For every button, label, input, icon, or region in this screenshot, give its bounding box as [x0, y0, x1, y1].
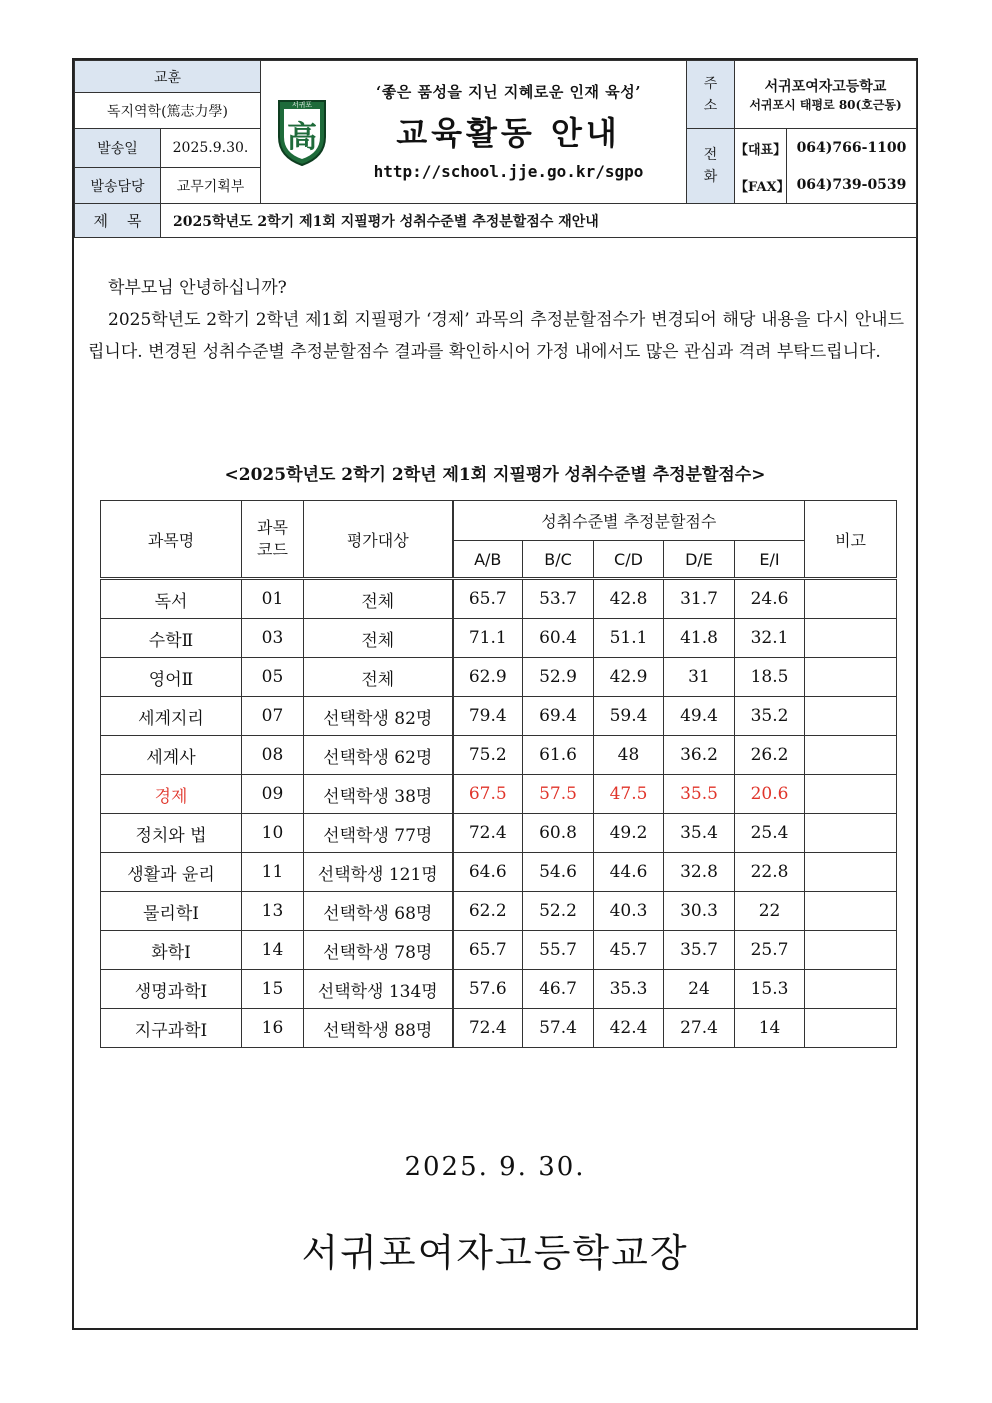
phone-main-label: 【대표】 [735, 129, 787, 168]
note-cell [805, 1009, 897, 1048]
table-row [101, 931, 897, 970]
note-cell [805, 697, 897, 736]
target-cell: 전체 [304, 658, 453, 697]
code-cell: 14 [242, 931, 304, 970]
code-cell: 01 [242, 579, 304, 619]
table-row [101, 697, 897, 736]
address-block [735, 61, 917, 129]
code-cell: 08 [242, 736, 304, 775]
score-cell: 65.7 [453, 579, 523, 619]
code-cell: 11 [242, 853, 304, 892]
col-code-header: 과목 코드 [242, 501, 304, 579]
subject-cell: 영어Ⅱ [101, 658, 242, 697]
score-cell: 53.7 [523, 579, 594, 619]
fax: 064)739-0539 [787, 168, 917, 204]
score-cell: 35.3 [594, 970, 664, 1009]
score-cell: 42.4 [594, 1009, 664, 1048]
code-cell: 10 [242, 814, 304, 853]
subject-cell: 독서 [101, 579, 242, 619]
col-group-header: 성취수준별 추정분할점수 [453, 501, 805, 541]
col-subject-header: 과목명 [101, 501, 242, 579]
address-label: 주 소 [687, 61, 735, 129]
page-title: 교육활동 안내 [396, 114, 621, 152]
score-cell: 36.2 [664, 736, 735, 775]
score-cell: 51.1 [594, 619, 664, 658]
score-cell: 45.7 [594, 931, 664, 970]
score-cell: 40.3 [594, 892, 664, 931]
dept-label: 발송담당 [75, 168, 161, 204]
subject-value: 2025학년도 2학기 제1회 지필평가 성취수준별 추정분할점수 재안내 [161, 204, 917, 238]
subject-cell: 정치와 법 [101, 814, 242, 853]
body-paragraph: 2025학년도 2학기 2학년 제1회 지필평가 ‘경제’ 과목의 추정분할점수가 변경되어 해당 내용을 다시 안내드립니다. 변경된 성취수준별 추정분할점수 결과를 확인하시어 가정 내에서도 많은 관심과 격려 부탁드립니다. [88, 310, 904, 362]
note-cell [805, 579, 897, 619]
score-cell: 62.2 [453, 892, 523, 931]
send-date-value: 2025.9.30. [161, 129, 261, 168]
note-cell [805, 814, 897, 853]
score-cell: 46.7 [523, 970, 594, 1009]
col-target-header: 평가대상 [304, 501, 453, 579]
score-cell: 47.5 [594, 775, 664, 814]
score-cell: 60.4 [523, 619, 594, 658]
score-cell: 52.9 [523, 658, 594, 697]
score-cell: 55.7 [523, 931, 594, 970]
table-row [101, 736, 897, 775]
score-cell: 24.6 [735, 579, 805, 619]
code-cell: 13 [242, 892, 304, 931]
note-cell [805, 775, 897, 814]
school-logo-icon [275, 97, 329, 167]
target-cell: 선택학생 82명 [304, 697, 453, 736]
subject-cell: 세계사 [101, 736, 242, 775]
score-cell: 25.7 [735, 931, 805, 970]
subject-cell: 생활과 윤리 [101, 853, 242, 892]
table-row [101, 814, 897, 853]
score-cell: 57.4 [523, 1009, 594, 1048]
score-cell: 44.6 [594, 853, 664, 892]
note-cell [805, 658, 897, 697]
score-cell: 26.2 [735, 736, 805, 775]
score-cell: 35.7 [664, 931, 735, 970]
score-cell: 24 [664, 970, 735, 1009]
score-cell: 20.6 [735, 775, 805, 814]
score-cell: 57.6 [453, 970, 523, 1009]
grade-col-header: B/C [523, 541, 594, 579]
table-row [101, 853, 897, 892]
code-cell: 15 [242, 970, 304, 1009]
issue-date: 2025. 9. 30. [404, 1152, 586, 1182]
school-name: 서귀포여자고등학교 [764, 79, 887, 95]
code-cell: 07 [242, 697, 304, 736]
table-row [101, 970, 897, 1009]
score-cell: 31.7 [664, 579, 735, 619]
motto-label: 교훈 [75, 61, 261, 93]
note-cell [805, 970, 897, 1009]
score-cell: 41.8 [664, 619, 735, 658]
letter-body [88, 272, 904, 368]
code-cell: 03 [242, 619, 304, 658]
subject-cell: 지구과학Ⅰ [101, 1009, 242, 1048]
target-cell: 선택학생 78명 [304, 931, 453, 970]
code-cell: 09 [242, 775, 304, 814]
letterhead [74, 60, 917, 238]
score-cell: 27.4 [664, 1009, 735, 1048]
note-cell [805, 736, 897, 775]
score-cell: 59.4 [594, 697, 664, 736]
table-row [101, 658, 897, 697]
motto-value: 독지역학(篤志力學) [75, 93, 261, 129]
score-cell: 64.6 [453, 853, 523, 892]
target-cell: 선택학생 134명 [304, 970, 453, 1009]
subject-cell: 수학Ⅱ [101, 619, 242, 658]
target-cell: 선택학생 121명 [304, 853, 453, 892]
subject-cell: 물리학Ⅰ [101, 892, 242, 931]
score-cell: 31 [664, 658, 735, 697]
score-cell: 22.8 [735, 853, 805, 892]
score-cell: 72.4 [453, 1009, 523, 1048]
school-url[interactable]: http://school.jje.go.kr/sgpo [373, 162, 644, 181]
score-cell: 22 [735, 892, 805, 931]
logo-top-text: 서귀포 [291, 101, 313, 109]
score-cell: 15.3 [735, 970, 805, 1009]
score-cell: 35.2 [735, 697, 805, 736]
greeting: 학부모님 안녕하십니까? [108, 278, 287, 298]
grade-cutoff-table [100, 500, 897, 1048]
table-row [101, 619, 897, 658]
principal-signature: 서귀포여자고등학교장 [301, 1231, 689, 1275]
score-cell: 14 [735, 1009, 805, 1048]
dept-value: 교무기획부 [161, 168, 261, 204]
target-cell: 선택학생 68명 [304, 892, 453, 931]
code-cell: 16 [242, 1009, 304, 1048]
phone-main: 064)766-1100 [787, 129, 917, 168]
score-cell: 65.7 [453, 931, 523, 970]
table-row [101, 579, 897, 619]
score-cell: 42.8 [594, 579, 664, 619]
grade-col-header: A/B [453, 541, 523, 579]
subject-cell: 세계지리 [101, 697, 242, 736]
note-cell [805, 931, 897, 970]
subject-label: 제 목 [75, 204, 161, 238]
score-cell: 69.4 [523, 697, 594, 736]
score-cell: 54.6 [523, 853, 594, 892]
score-cell: 57.5 [523, 775, 594, 814]
score-cell: 62.9 [453, 658, 523, 697]
table-row [101, 775, 897, 814]
grade-col-header: E/I [735, 541, 805, 579]
target-cell: 선택학생 38명 [304, 775, 453, 814]
table-row [101, 1009, 897, 1048]
grade-col-header: C/D [594, 541, 664, 579]
score-cell: 30.3 [664, 892, 735, 931]
send-date-label: 발송일 [75, 129, 161, 168]
document-frame [72, 58, 918, 1330]
subject-cell: 경제 [101, 775, 242, 814]
note-cell [805, 892, 897, 931]
title-block [261, 61, 687, 204]
score-cell: 35.4 [664, 814, 735, 853]
note-cell [805, 619, 897, 658]
subject-cell: 화학Ⅰ [101, 931, 242, 970]
logo-char: 高 [287, 120, 317, 155]
score-cell: 48 [594, 736, 664, 775]
fax-label: 【FAX】 [735, 168, 787, 204]
score-cell: 79.4 [453, 697, 523, 736]
target-cell: 선택학생 62명 [304, 736, 453, 775]
target-cell: 전체 [304, 619, 453, 658]
code-cell: 05 [242, 658, 304, 697]
score-cell: 32.1 [735, 619, 805, 658]
score-cell: 67.5 [453, 775, 523, 814]
subject-cell: 생명과학Ⅰ [101, 970, 242, 1009]
score-cell: 72.4 [453, 814, 523, 853]
score-cell: 49.4 [664, 697, 735, 736]
grade-col-header: D/E [664, 541, 735, 579]
score-cell: 71.1 [453, 619, 523, 658]
score-cell: 49.2 [594, 814, 664, 853]
table-caption: <2025학년도 2학기 2학년 제1회 지필평가 성취수준별 추정분할점수> [224, 465, 766, 485]
score-cell: 32.8 [664, 853, 735, 892]
score-cell: 18.5 [735, 658, 805, 697]
score-cell: 75.2 [453, 736, 523, 775]
score-cell: 42.9 [594, 658, 664, 697]
note-cell [805, 853, 897, 892]
slogan: ‘좋은 품성을 지닌 지혜로운 인재 육성’ [376, 83, 641, 101]
table-row [101, 892, 897, 931]
phone-label: 전 화 [687, 129, 735, 204]
score-cell: 35.5 [664, 775, 735, 814]
score-cell: 52.2 [523, 892, 594, 931]
target-cell: 선택학생 77명 [304, 814, 453, 853]
target-cell: 전체 [304, 579, 453, 619]
score-cell: 61.6 [523, 736, 594, 775]
school-address: 서귀포시 태평로 80(호근동) [749, 98, 902, 112]
score-cell: 60.8 [523, 814, 594, 853]
score-cell: 25.4 [735, 814, 805, 853]
target-cell: 선택학생 88명 [304, 1009, 453, 1048]
col-note-header: 비고 [805, 501, 897, 579]
